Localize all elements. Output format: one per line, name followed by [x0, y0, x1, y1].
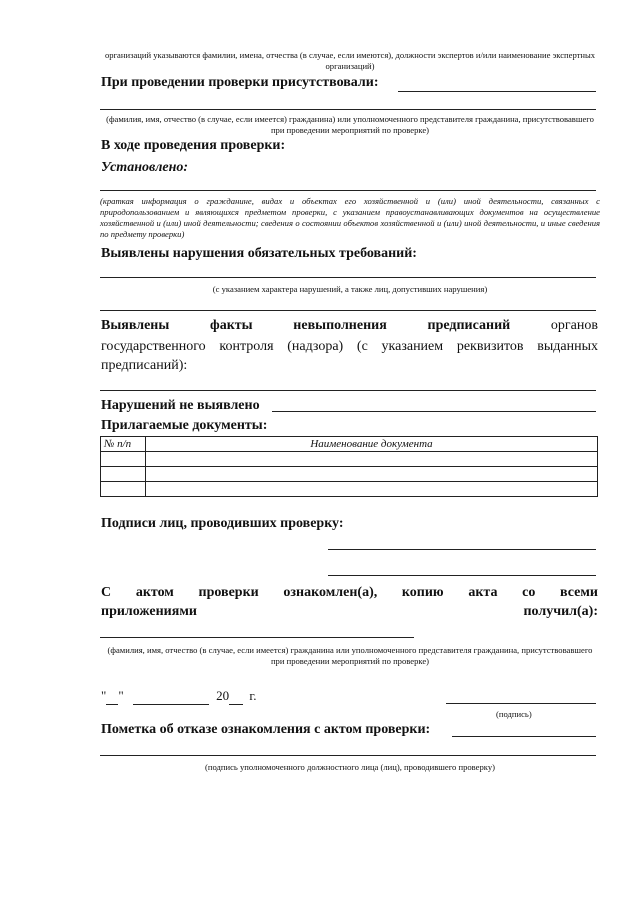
- present-note: (фамилия, имя, отчество (в случае, если имеется) гражданина) или уполномоченного представителя гражданина, присутствовавшего при проведении мероприятий по проверке): [106, 114, 594, 135]
- refusal-line[interactable]: [452, 736, 596, 737]
- table-row[interactable]: [101, 452, 598, 467]
- present-label: При проведении проверки присутствовали:: [101, 75, 379, 90]
- violations-line[interactable]: [100, 277, 596, 278]
- table-cell[interactable]: [146, 467, 598, 482]
- orders-word: органов: [550, 318, 598, 333]
- table-cell[interactable]: [101, 467, 146, 482]
- orders-line1: [101, 318, 598, 334]
- acq-word: ознакомлен(а),: [283, 585, 378, 600]
- signatures-label: Подписи лиц, проводивших проверку:: [101, 516, 344, 531]
- attached-label: Прилагаемые документы:: [101, 418, 268, 433]
- col-num-header: № п/п: [101, 437, 146, 452]
- violations-label: Выявлены нарушения обязательных требований:: [101, 246, 417, 261]
- no-violations-line[interactable]: [272, 411, 596, 412]
- table-cell[interactable]: [101, 452, 146, 467]
- acq-word: проверки: [198, 585, 259, 600]
- date-year-prefix: 20: [216, 688, 230, 703]
- acq-word: копию: [401, 585, 444, 600]
- acq-word: актом: [135, 585, 174, 600]
- refusal-line-2[interactable]: [100, 755, 596, 756]
- signature-line-1[interactable]: [328, 549, 596, 550]
- acq-word: акта: [468, 585, 498, 600]
- present-line-2[interactable]: [100, 109, 596, 110]
- orders-word: невыполнения: [293, 318, 387, 333]
- orders-line[interactable]: [100, 390, 596, 391]
- table-cell[interactable]: [101, 482, 146, 497]
- date-quote-open: ": [101, 688, 107, 703]
- table-row[interactable]: [101, 482, 598, 497]
- orders-line2: государственного контроля (надзора) (с указанием реквизитов выданных: [101, 339, 598, 354]
- acq-line2-right: получил(а):: [523, 604, 598, 619]
- established-label: Установлено:: [101, 160, 189, 175]
- acquainted-line1: [101, 585, 598, 601]
- acq-line2-left: приложениями: [101, 604, 197, 619]
- acquainted-line2: [101, 604, 598, 620]
- orders-word: Выявлены: [101, 318, 170, 333]
- orders-word: предписаний: [427, 318, 511, 333]
- orders-line3: предписаний):: [101, 358, 188, 373]
- violations-note: (с указанием характера нарушений, а также лиц, допустивших нарушения): [212, 284, 488, 294]
- acquainted-line[interactable]: [100, 637, 414, 638]
- table-row[interactable]: [101, 467, 598, 482]
- table-cell[interactable]: [146, 452, 598, 467]
- refusal-note: (подпись уполномоченного должностного лица (лиц), проводившего проверку): [204, 762, 495, 772]
- no-violations-label: Нарушений не выявлено: [101, 398, 260, 413]
- date-year-field[interactable]: [229, 688, 243, 705]
- date-signature-line[interactable]: [446, 703, 596, 704]
- date-day-field[interactable]: [106, 688, 118, 705]
- present-line[interactable]: [398, 91, 596, 92]
- acq-word: С: [101, 585, 112, 600]
- acquainted-note: (фамилия, имя, отчество (в случае, если имеется) гражданина или уполномоченного представителя гражданина, присутствовавшего при проведении мероприятий по проверке): [107, 645, 593, 666]
- col-name-header: Наименование документа: [146, 437, 598, 452]
- date-quote-mid: ": [118, 688, 124, 703]
- acq-word: со: [522, 585, 536, 600]
- table-cell[interactable]: [146, 482, 598, 497]
- established-line[interactable]: [100, 190, 596, 191]
- table-header-row: [101, 437, 598, 452]
- date-row: [101, 688, 257, 705]
- violations-line-2[interactable]: [100, 310, 596, 311]
- refusal-label: Пометка об отказе ознакомления с актом проверки:: [101, 722, 431, 737]
- documents-table: [100, 436, 598, 497]
- acq-word: всеми: [560, 585, 598, 600]
- date-year-suffix: г.: [249, 688, 257, 703]
- during-label: В ходе проведения проверки:: [101, 138, 286, 153]
- experts-note: организаций указываются фамилии, имена, отчества (в случае, если имеются), должности экспертов и/или наименование экспертных организаций): [104, 50, 596, 71]
- orders-word: факты: [210, 318, 253, 333]
- signature-note: (подпись): [496, 709, 532, 719]
- established-note: (краткая информация о гражданине, видах и объектах его хозяйственной и (или) иной деятельности, связанных с природопользованием и являющихся предметом проверки, с указанием правоустанавливающих документов на осуществление хозяйственной и (или) иной деятельности; сведения о состоянии объектов хозяйственной и (или) иной деятельности, и иные сведения по предмету проверки): [100, 196, 600, 239]
- signature-line-2[interactable]: [328, 575, 596, 576]
- date-month-field[interactable]: [133, 688, 209, 705]
